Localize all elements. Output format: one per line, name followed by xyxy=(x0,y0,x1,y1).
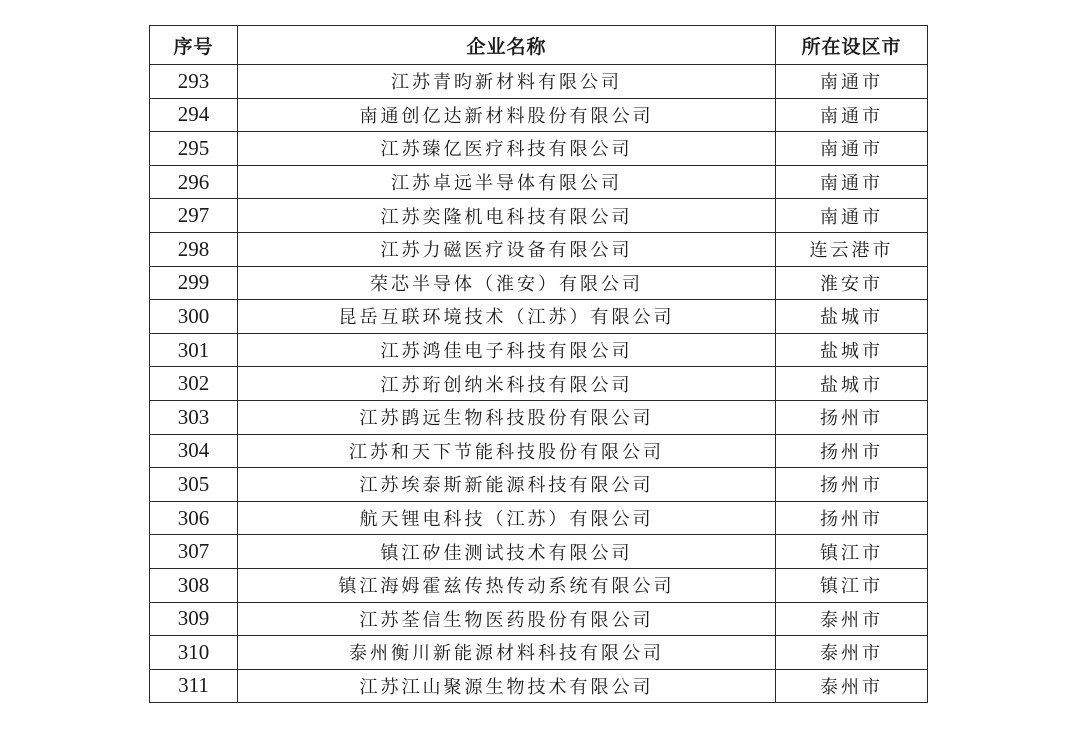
table-row xyxy=(150,602,928,636)
row-company-name: 江苏鸿佳电子科技有限公司 xyxy=(238,333,776,367)
header-city: 所在设区市 xyxy=(776,26,928,65)
row-city: 南通市 xyxy=(776,165,928,199)
row-serial-number: 311 xyxy=(150,669,238,703)
row-serial-number: 303 xyxy=(150,400,238,434)
row-serial-number: 305 xyxy=(150,468,238,502)
row-company-name: 江苏鹍远生物科技股份有限公司 xyxy=(238,400,776,434)
table-row xyxy=(150,232,928,266)
row-serial-number: 306 xyxy=(150,501,238,535)
row-company-name: 江苏珩创纳米科技有限公司 xyxy=(238,367,776,401)
row-company-name: 江苏荃信生物医药股份有限公司 xyxy=(238,602,776,636)
table-row xyxy=(150,434,928,468)
row-city: 盐城市 xyxy=(776,333,928,367)
table-row xyxy=(150,367,928,401)
row-serial-number: 304 xyxy=(150,434,238,468)
row-company-name: 江苏埃泰斯新能源科技有限公司 xyxy=(238,468,776,502)
row-company-name: 江苏青昀新材料有限公司 xyxy=(238,65,776,99)
table-row xyxy=(150,199,928,233)
row-serial-number: 301 xyxy=(150,333,238,367)
row-city: 南通市 xyxy=(776,199,928,233)
row-city: 泰州市 xyxy=(776,669,928,703)
row-company-name: 江苏卓远半导体有限公司 xyxy=(238,165,776,199)
row-serial-number: 298 xyxy=(150,232,238,266)
row-serial-number: 299 xyxy=(150,266,238,300)
row-company-name: 江苏和天下节能科技股份有限公司 xyxy=(238,434,776,468)
row-company-name: 荣芯半导体（淮安）有限公司 xyxy=(238,266,776,300)
table-row xyxy=(150,165,928,199)
row-serial-number: 300 xyxy=(150,300,238,334)
table-row xyxy=(150,468,928,502)
table-row xyxy=(150,266,928,300)
row-company-name: 镇江矽佳测试技术有限公司 xyxy=(238,535,776,569)
row-company-name: 昆岳互联环境技术（江苏）有限公司 xyxy=(238,300,776,334)
table-row xyxy=(150,669,928,703)
table-row xyxy=(150,535,928,569)
row-city: 扬州市 xyxy=(776,400,928,434)
row-city: 淮安市 xyxy=(776,266,928,300)
row-serial-number: 295 xyxy=(150,132,238,166)
row-city: 盐城市 xyxy=(776,367,928,401)
table-row xyxy=(150,333,928,367)
table-row xyxy=(150,132,928,166)
company-list-table xyxy=(149,25,928,703)
row-city: 扬州市 xyxy=(776,468,928,502)
row-city: 泰州市 xyxy=(776,636,928,670)
row-city: 镇江市 xyxy=(776,568,928,602)
row-company-name: 江苏力磁医疗设备有限公司 xyxy=(238,232,776,266)
table-header-row xyxy=(150,26,928,65)
header-serial-number: 序号 xyxy=(150,26,238,65)
row-company-name: 江苏江山聚源生物技术有限公司 xyxy=(238,669,776,703)
table-row xyxy=(150,400,928,434)
row-serial-number: 307 xyxy=(150,535,238,569)
row-serial-number: 302 xyxy=(150,367,238,401)
row-serial-number: 297 xyxy=(150,199,238,233)
row-company-name: 南通创亿达新材料股份有限公司 xyxy=(238,98,776,132)
row-city: 南通市 xyxy=(776,132,928,166)
row-company-name: 镇江海姆霍兹传热传动系统有限公司 xyxy=(238,568,776,602)
row-city: 扬州市 xyxy=(776,501,928,535)
row-serial-number: 308 xyxy=(150,568,238,602)
row-city: 南通市 xyxy=(776,98,928,132)
row-serial-number: 293 xyxy=(150,65,238,99)
table-row xyxy=(150,98,928,132)
row-serial-number: 296 xyxy=(150,165,238,199)
row-serial-number: 294 xyxy=(150,98,238,132)
row-city: 盐城市 xyxy=(776,300,928,334)
table-row xyxy=(150,501,928,535)
table-row xyxy=(150,568,928,602)
table-row xyxy=(150,300,928,334)
row-city: 南通市 xyxy=(776,65,928,99)
row-company-name: 航天锂电科技（江苏）有限公司 xyxy=(238,501,776,535)
row-city: 连云港市 xyxy=(776,232,928,266)
row-city: 扬州市 xyxy=(776,434,928,468)
table-row xyxy=(150,636,928,670)
table-body xyxy=(150,65,928,703)
row-serial-number: 309 xyxy=(150,602,238,636)
header-company-name: 企业名称 xyxy=(238,26,776,65)
row-city: 泰州市 xyxy=(776,602,928,636)
row-company-name: 泰州衡川新能源材料科技有限公司 xyxy=(238,636,776,670)
row-city: 镇江市 xyxy=(776,535,928,569)
table-row xyxy=(150,65,928,99)
row-company-name: 江苏奕隆机电科技有限公司 xyxy=(238,199,776,233)
row-serial-number: 310 xyxy=(150,636,238,670)
row-company-name: 江苏臻亿医疗科技有限公司 xyxy=(238,132,776,166)
